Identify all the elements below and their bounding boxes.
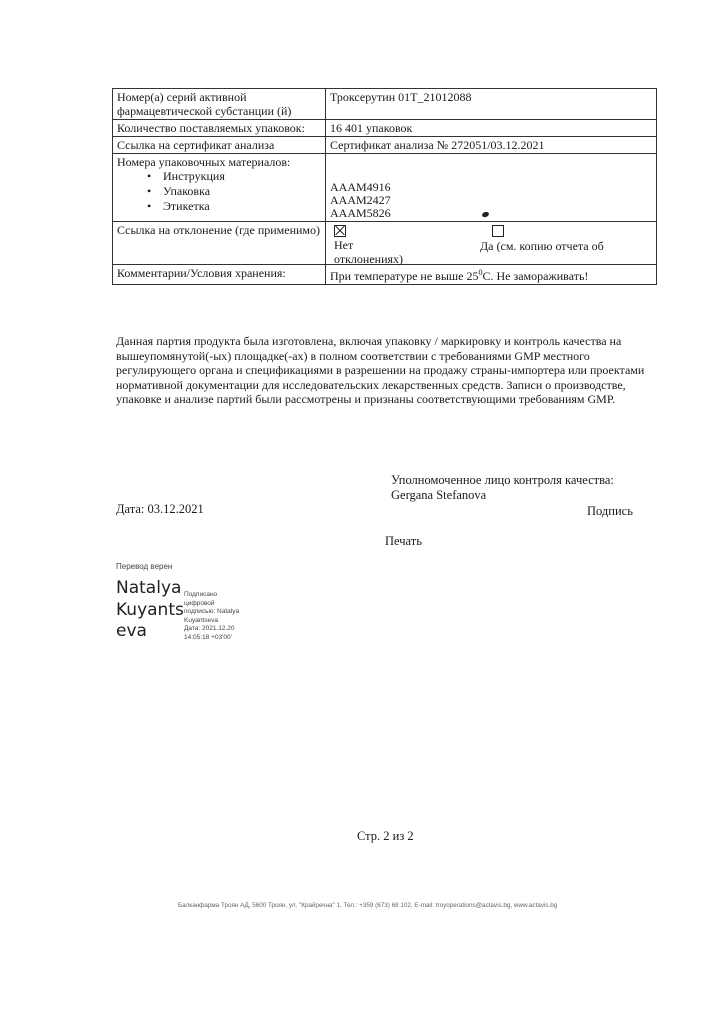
table-row [113,120,657,137]
qa-person-title: Уполномоченное лицо контроля качества: [391,473,614,487]
qa-person-name: Gergana Stefanova [391,488,487,502]
meta-line: 14:05:18 +03'00' [184,633,232,641]
company-footer: Балканфарма Троян АД, 5600 Троян, ул. "Крайречна" 1, Тел.: +359 (673) 68 102, E-mail: troyoperations@actavis.bg, www.actavis.bg [178,902,558,909]
row-label: Ссылка на сертификат анализа [113,137,326,154]
storage-text: При температуре не выше 25 [330,269,479,283]
batch-info-table [112,88,657,285]
code-item: AAAM5826 [330,206,391,220]
list-item: • Этикетка [147,199,321,214]
signature-line: Kuyants [116,599,184,620]
meta-line: Kuyantseva [184,616,218,624]
meta-line: Подписано [184,591,218,598]
gmp-statement: Данная партия продукта была изготовлена, включая упаковку / маркировку и контроль качества на вышеупомянутой(-ых) площадке(-ах) в полном соответствии с требованиями GMP местного регулирующего органа и спецификациями в разрешении на продажу страны-импортера или проектами нормативной документации для исследовательских лекарственных средств. Записи о производстве, упаковке и анализе партий были рассмотрены и признаны соответствующими требованиям GMP. [116,334,645,406]
packaging-label: Номера упаковочных материалов: [117,155,291,169]
meta-line: цифровой [184,599,215,607]
deviation-label: Ссылка на отклонение (где применимо) [113,222,326,265]
row-value: Троксерутин 01Т_21012088 [326,89,657,120]
row-label: Номер(а) серий активной фармацевтической субстанции (й) [113,89,326,120]
digital-signature-meta [184,591,274,642]
packaging-label-cell [113,154,326,222]
yes-deviation-checkbox[interactable] [492,225,504,237]
meta-line: подписью: Natalya [184,608,240,615]
row-value: 16 401 упаковок [326,120,657,137]
table-row [113,154,657,222]
translation-verified-label: Перевод верен [116,562,173,571]
row-value: Сертификат анализа № 272051/03.12.2021 [326,137,657,154]
storage-value [326,265,657,285]
page-counter: Стр. 2 из 2 [357,829,414,843]
storage-label: Комментарии/Условия хранения: [113,265,326,285]
stamp-label: Печать [385,534,422,548]
storage-text-end: С. Не замораживать! [482,269,589,283]
no-deviation-checkbox[interactable] [334,225,346,237]
document-date: Дата: 03.12.2021 [116,502,204,516]
no-deviation-label: Нет отклонениях) [334,238,404,266]
packaging-list [117,169,321,214]
packaging-codes-cell [326,154,657,222]
row-label: Количество поставляемых упаковок: [113,120,326,137]
table-row [113,222,657,265]
signature-line: eva [116,621,147,641]
table-row [113,265,657,285]
degree-mark: 0 [478,268,483,277]
deviation-cell [326,222,657,265]
signature-line: Natalya [116,578,182,598]
table-row [113,137,657,154]
packaging-codes [330,181,652,220]
digital-signature-name [116,578,182,643]
table-row [113,89,657,120]
signature-label: Подпись [587,504,633,518]
list-item: • Инструкция [147,169,321,184]
yes-deviation-label: Да (см. копию отчета об [480,239,604,253]
code-item: AAAM4916 [330,180,391,194]
code-item: AAAM2427 [330,193,391,207]
meta-line: Дата: 2021.12.20 [184,625,235,632]
list-item: • Упаковка [147,184,321,199]
